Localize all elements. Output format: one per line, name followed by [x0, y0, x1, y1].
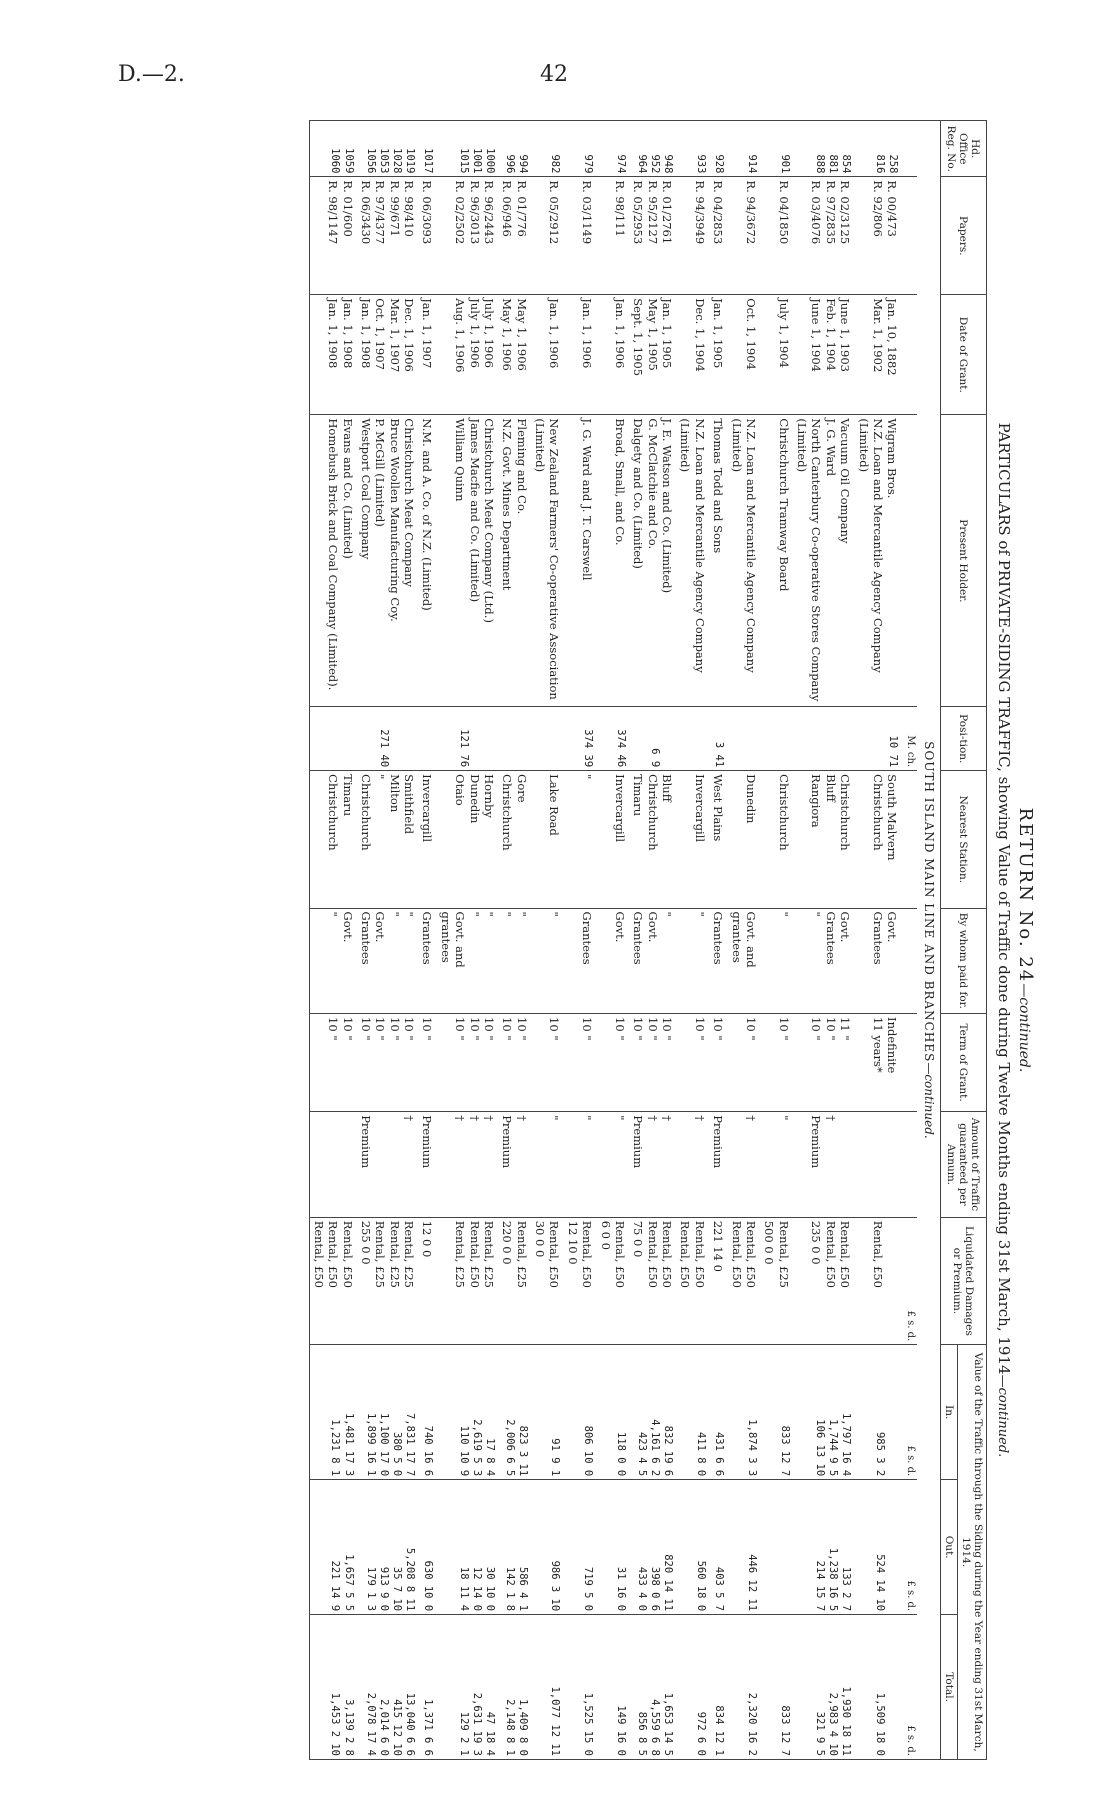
date-cell: Oct. 1, 1904	[728, 295, 761, 415]
reg-no-cell: 979	[564, 121, 597, 177]
value-total-cell: 1,409 8 0 2,148 8 1	[499, 1615, 532, 1760]
reg-no-cell: 974	[597, 121, 630, 177]
paid-by-cell: Govt.	[597, 908, 630, 1014]
table-row	[419, 121, 437, 1760]
station-cell: Gore Christchurch	[499, 771, 532, 908]
table-row	[630, 121, 677, 1760]
papers-cell: R. 94/3949	[677, 177, 710, 295]
term-cell: 10 " 10 " 10 "	[437, 1014, 499, 1112]
value-total-cell: 1,371 6 6	[419, 1615, 437, 1760]
value-out-cell: 403 5 7	[710, 1480, 728, 1615]
value-out-cell: 524 14 10	[855, 1480, 902, 1615]
table-row	[728, 121, 761, 1760]
papers-cell: R. 03/1149	[564, 177, 597, 295]
guaranteed-cell: "	[761, 1112, 794, 1218]
unit-out: £ s. d.	[902, 1480, 917, 1615]
date-cell: Jan. 1, 1906	[597, 295, 630, 415]
term-cell: 10 "	[761, 1014, 794, 1112]
value-out-cell: 820 14 11 398 0 6 433 4 0	[630, 1480, 677, 1615]
table-row	[855, 121, 902, 1760]
value-in-cell: 823 3 11 2,006 6 5	[499, 1345, 532, 1480]
private-siding-table	[309, 120, 987, 1760]
col-header-term: Term of Grant.	[940, 1014, 986, 1112]
rotated-table-sheet	[160, 120, 1040, 1760]
station-cell: Timaru Christchurch	[310, 771, 358, 908]
holder-cell: Fleming and Co. N.Z. Govt. Mines Department	[499, 415, 532, 707]
value-total-cell: 47 18 4 2,631 19 3 129 2 1	[437, 1615, 499, 1760]
papers-cell: R. 04/2853	[710, 177, 728, 295]
return-title	[1015, 120, 1036, 1760]
term-cell: 10 "	[597, 1014, 630, 1112]
guaranteed-cell: †	[677, 1112, 710, 1218]
date-cell: July 1, 1906 July 1, 1906 Aug. 1, 1906	[437, 295, 499, 415]
guaranteed-cell: "	[532, 1112, 565, 1218]
value-out-cell: 630 10 0	[419, 1480, 437, 1615]
col-header-papers: Papers.	[940, 177, 986, 295]
papers-cell: R. 04/1850	[761, 177, 794, 295]
value-in-cell: 1,874 3 3	[728, 1345, 761, 1480]
guaranteed-cell: "	[597, 1112, 630, 1218]
section-heading	[917, 121, 941, 1760]
position-cell	[310, 707, 358, 771]
guaranteed-cell	[310, 1112, 358, 1218]
holder-cell: New Zealand Farmers' Co-operative Association (Limited)	[532, 415, 565, 707]
papers-cell: R. 00/473 R. 92/806	[855, 177, 902, 295]
value-total-cell: 1,525 15 0	[564, 1615, 597, 1760]
unit-total: £ s. d.	[902, 1615, 917, 1760]
value-out-cell: 31 16 0	[597, 1480, 630, 1615]
col-header-holder: Present Holder.	[940, 415, 986, 707]
reg-no-cell: 948 952 964	[630, 121, 677, 177]
holder-cell: J. E. Watson and Co. (Limited) G. McClatchie and Co. Dalgety and Co. (Limited)	[630, 415, 677, 707]
station-cell: Invercargill	[419, 771, 437, 908]
reg-no-cell: 994 996	[499, 121, 532, 177]
value-total-cell: 834 12 1	[710, 1615, 728, 1760]
station-cell: "	[564, 771, 597, 908]
papers-cell: R. 94/3672	[728, 177, 761, 295]
liquidated-cell: Rental, £50 Rental, £50	[677, 1217, 710, 1345]
table-row	[532, 121, 565, 1760]
papers-cell: R. 06/3093	[419, 177, 437, 295]
value-total-cell: 2,320 16 2	[728, 1615, 761, 1760]
position-cell: 3 41	[710, 707, 728, 771]
papers-cell: R. 01/2761 R. 95/2127 R. 05/2953	[630, 177, 677, 295]
station-cell: Christchurch Bluff Rangiora	[794, 771, 856, 908]
paid-by-cell: Grantees	[419, 908, 437, 1014]
table-row	[310, 121, 358, 1760]
value-in-cell: 985 3 2	[855, 1345, 902, 1480]
position-cell	[677, 707, 710, 771]
guaranteed-cell: † Premium	[358, 1112, 420, 1218]
unit-liquidated: £ s. d.	[902, 1217, 917, 1345]
guaranteed-cell: Premium	[419, 1112, 437, 1218]
position-cell: 121 76	[437, 707, 499, 771]
value-total-cell: 1,653 14 5 4,559 6 8 856 8 5	[630, 1615, 677, 1760]
value-in-cell: 7,831 17 7 380 5 0 1,100 17 0 1,899 16 1	[358, 1345, 420, 1480]
table-row	[499, 121, 532, 1760]
papers-cell: R. 01/776 R. 06/946	[499, 177, 532, 295]
value-out-cell: 719 5 0	[564, 1480, 597, 1615]
value-out-cell: 133 2 7 1,238 16 5 214 15 7	[794, 1480, 856, 1615]
return-subtitle	[995, 120, 1013, 1760]
paid-by-cell: Govt. and grantees	[728, 908, 761, 1014]
value-out-cell	[761, 1480, 794, 1615]
liquidated-cell: Rental, £50 Rental, £50 235 0 0	[794, 1217, 856, 1345]
value-out-cell: 5,208 8 11 35 7 10 913 9 0 179 1 3	[358, 1480, 420, 1615]
col-header-date: Date of Grant.	[940, 295, 986, 415]
liquidated-cell: Rental, £25 Rental, £50 Rental, £25	[437, 1217, 499, 1345]
value-total-cell: 1,509 18 0	[855, 1615, 902, 1760]
station-cell: Smithfield Milton " Christchurch	[358, 771, 420, 908]
section-suffix: —continued.	[921, 1062, 936, 1139]
term-cell: 10 "	[677, 1014, 710, 1112]
reg-no-cell: 982	[532, 121, 565, 177]
section-label: SOUTH ISLAND MAIN LINE AND BRANCHES	[921, 741, 936, 1063]
position-cell	[419, 707, 437, 771]
guaranteed-cell: † † †	[437, 1112, 499, 1218]
liquidated-cell: Rental, £25 500 0 0	[761, 1217, 794, 1345]
value-total-cell: 149 16 0	[597, 1615, 630, 1760]
liquidated-cell: Rental, £50 30 0 0	[532, 1217, 565, 1345]
holder-cell: Thomas Todd and Sons	[710, 415, 728, 707]
date-cell: Jan. 1, 1905 May 1, 1905 Sept. 1, 1905	[630, 295, 677, 415]
value-out-cell: 586 4 1 142 1 8	[499, 1480, 532, 1615]
table-row	[794, 121, 856, 1760]
value-in-cell: 806 10 0	[564, 1345, 597, 1480]
liquidated-cell: Rental, £50 Rental, £50 75 0 0	[630, 1217, 677, 1345]
liquidated-cell: 221 14 0	[710, 1217, 728, 1345]
value-out-cell: 30 10 0 12 14 0 18 11 4	[437, 1480, 499, 1615]
term-cell: 10 "	[728, 1014, 761, 1112]
holder-cell: Broad, Small, and Co.	[597, 415, 630, 707]
holder-cell: Christchurch Meat Company (Ltd.) James Macfie and Co. (Limited) William Quinn	[437, 415, 499, 707]
date-cell: July 1, 1904	[761, 295, 794, 415]
term-cell: 10 " 10 "	[499, 1014, 532, 1112]
paid-by-cell: " "	[499, 908, 532, 1014]
holder-cell: Vacuum Oil Company J. G. Ward North Canterbury Co-operative Stores Company (Limited)	[794, 415, 856, 707]
paid-by-cell: "	[677, 908, 710, 1014]
value-in-cell: 832 19 6 4,161 6 2 423 4 5	[630, 1345, 677, 1480]
guaranteed-cell: "	[564, 1112, 597, 1218]
term-cell: 11 " 10 " 10 "	[794, 1014, 856, 1112]
liquidated-cell: Rental, £50 6 0 0	[597, 1217, 630, 1345]
guaranteed-cell: † † Premium	[630, 1112, 677, 1218]
station-cell: Dunedin	[728, 771, 761, 908]
table-row	[597, 121, 630, 1760]
paid-by-cell: " Govt. Grantees	[630, 908, 677, 1014]
unit-position: M. ch.	[902, 707, 917, 771]
term-cell: 10 "	[710, 1014, 728, 1112]
value-in-cell: 740 16 6	[419, 1345, 437, 1480]
date-cell: June 1, 1903 Feb. 1, 1904 June 1, 1904	[794, 295, 856, 415]
col-header-paid-by: By whom paid for.	[940, 908, 986, 1014]
date-cell: Dec. 1, 1904	[677, 295, 710, 415]
term-cell: 10 " 10 " 10 " 10 "	[358, 1014, 420, 1112]
value-total-cell: 1,077 12 11	[532, 1615, 565, 1760]
reg-no-cell: 914	[728, 121, 761, 177]
holder-cell: N.Z. Loan and Mercantile Agency Company (Limited)	[728, 415, 761, 707]
station-cell: South Malvern Christchurch	[855, 771, 902, 908]
date-cell: Jan. 10, 1882 Mar. 1, 1902	[855, 295, 902, 415]
position-cell	[499, 707, 532, 771]
return-subtitle-text: PARTICULARS of PRIVATE-SIDING TRAFFIC, showing Value of Traffic done during Twelve Months ending 31st March, 1914	[995, 422, 1013, 1375]
value-out-cell: 986 3 10	[532, 1480, 565, 1615]
page-label: D.—2.	[118, 62, 185, 87]
value-total-cell: 833 12 7	[761, 1615, 794, 1760]
col-header-liquidated: Liquidated Damages or Premium.	[940, 1217, 986, 1345]
value-total-cell: 13,040 6 6 415 12 10 2,014 6 0 2,078 17 4	[358, 1615, 420, 1760]
col-header-reg-no: Hd. Office Reg. No.	[940, 121, 986, 177]
value-in-cell: 1,481 17 3 1,231 8 1	[310, 1345, 358, 1480]
reg-no-cell: 258 816	[855, 121, 902, 177]
return-title-suffix: —continued.	[1016, 983, 1032, 1073]
guaranteed-cell: † Premium	[499, 1112, 532, 1218]
term-cell: Indefinite 11 years*	[855, 1014, 902, 1112]
guaranteed-cell: † Premium	[794, 1112, 856, 1218]
term-cell: 10 "	[564, 1014, 597, 1112]
col-header-in: In.	[940, 1345, 957, 1480]
station-cell: Invercargill	[597, 771, 630, 908]
liquidated-cell: Rental, £50 12 10 0	[564, 1217, 597, 1345]
value-in-cell: 1,797 16 4 1,744 9 5 106 13 10	[794, 1345, 856, 1480]
reg-no-cell: 1059 1060	[310, 121, 358, 177]
value-out-cell: 446 12 11	[728, 1480, 761, 1615]
position-cell	[532, 707, 565, 771]
holder-cell: N.M. and A. Co. of N.Z. (Limited)	[419, 415, 437, 707]
station-cell: Christchurch	[761, 771, 794, 908]
value-in-cell: 411 8 0	[677, 1345, 710, 1480]
table-row	[437, 121, 499, 1760]
reg-no-cell: 1019 1028 1053 1056	[358, 121, 420, 177]
papers-cell: R. 96/2443 R. 96/3013 R. 02/2502	[437, 177, 499, 295]
guaranteed-cell: Premium	[710, 1112, 728, 1218]
table-row	[710, 121, 728, 1760]
position-cell	[794, 707, 856, 771]
date-cell: Dec. 1, 1906 Mar. 1, 1907 Oct. 1, 1907 Jan. 1, 1908	[358, 295, 420, 415]
table-row	[358, 121, 420, 1760]
col-header-guaranteed: Amount of Traffic guaranteed per Annum.	[940, 1112, 986, 1218]
col-header-station: Nearest Station.	[940, 771, 986, 908]
papers-cell: R. 02/3125 R. 97/2835 R. 03/4076	[794, 177, 856, 295]
liquidated-cell: 12 0 0	[419, 1217, 437, 1345]
paid-by-cell: Govt. Grantees	[855, 908, 902, 1014]
station-cell: West Plains	[710, 771, 728, 908]
value-in-cell: 17 8 4 2,619 5 3 110 10 9	[437, 1345, 499, 1480]
liquidated-cell: Rental, £25 220 0 0	[499, 1217, 532, 1345]
paid-by-cell: "	[761, 908, 794, 1014]
holder-cell: Christchurch Tramway Board	[761, 415, 794, 707]
reg-no-cell: 928	[710, 121, 728, 177]
position-cell: 6 9	[630, 707, 677, 771]
liquidated-cell: Rental, £50	[855, 1217, 902, 1345]
liquidated-cell: Rental, £50 Rental, £50	[728, 1217, 761, 1345]
paid-by-cell: Grantees	[710, 908, 728, 1014]
holder-cell: Christchurch Meat Company Bruce Woollen Manufacturing Coy. P. McGill (Limited) Westport Coal Company	[358, 415, 420, 707]
value-in-cell: 118 0 0	[597, 1345, 630, 1480]
reg-no-cell: 854 881 888	[794, 121, 856, 177]
paid-by-cell: Govt. "	[310, 908, 358, 1014]
station-cell: Bluff Christchurch Timaru	[630, 771, 677, 908]
papers-cell: R. 98/410 R. 99/671 R. 97/4377 R. 06/3430	[358, 177, 420, 295]
date-cell: Jan. 1, 1908 Jan. 1, 1908	[310, 295, 358, 415]
station-cell: Hornby Dunedin Otaio	[437, 771, 499, 908]
date-cell: Jan. 1, 1905	[710, 295, 728, 415]
paid-by-cell: Grantees	[564, 908, 597, 1014]
col-header-value-group: Value of the Traffic through the Siding during the Year ending 31st March, 1914.	[957, 1345, 986, 1760]
value-out-cell: 1,657 5 5 221 14 9	[310, 1480, 358, 1615]
col-header-position: Posi-tion.	[940, 707, 986, 771]
value-total-cell: 1,930 18 11 2,983 4 10 321 9 5	[794, 1615, 856, 1760]
return-subtitle-suffix: —continued.	[995, 1374, 1010, 1458]
date-cell: May 1, 1906 May 1, 1906	[499, 295, 532, 415]
position-cell: 374 39	[564, 707, 597, 771]
table-row	[677, 121, 710, 1760]
paid-by-cell: " " Govt. Grantees	[358, 908, 420, 1014]
page-number: 42	[540, 62, 568, 87]
reg-no-cell: 933	[677, 121, 710, 177]
term-cell: 10 "	[532, 1014, 565, 1112]
date-cell: Jan. 1, 1906	[532, 295, 565, 415]
value-out-cell: 560 18 0	[677, 1480, 710, 1615]
holder-cell: N.Z. Loan and Mercantile Agency Company (Limited)	[677, 415, 710, 707]
date-cell: Jan. 1, 1906	[564, 295, 597, 415]
paid-by-cell: Govt. Grantees "	[794, 908, 856, 1014]
reg-no-cell: 901	[761, 121, 794, 177]
col-header-total: Total.	[940, 1615, 957, 1760]
position-cell: 271 40	[358, 707, 420, 771]
paid-by-cell: " " Govt. and grantees	[437, 908, 499, 1014]
paid-by-cell: "	[532, 908, 565, 1014]
value-in-cell: 833 12 7	[761, 1345, 794, 1480]
papers-cell: R. 05/2912	[532, 177, 565, 295]
guaranteed-cell	[855, 1112, 902, 1218]
position-cell: 10 71	[855, 707, 902, 771]
unit-in: £ s. d.	[902, 1345, 917, 1480]
station-cell: Invercargill	[677, 771, 710, 908]
holder-cell: Wigram Bros. N.Z. Loan and Mercantile Agency Company (Limited)	[855, 415, 902, 707]
value-total-cell: 3,139 2 8 1,453 2 10	[310, 1615, 358, 1760]
holder-cell: Evans and Co. (Limited) Homebush Brick and Coal Company (Limited).	[310, 415, 358, 707]
value-in-cell: 91 9 1	[532, 1345, 565, 1480]
return-title-main: RETURN No. 24	[1015, 807, 1036, 984]
reg-no-cell: 1000 1001 1015	[437, 121, 499, 177]
holder-cell: J. G. Ward and J. T. Carswell	[564, 415, 597, 707]
liquidated-cell: Rental, £25 Rental, £25 Rental, £25 255 0 0	[358, 1217, 420, 1345]
station-cell: Lake Road	[532, 771, 565, 908]
table-row	[761, 121, 794, 1760]
term-cell: 10 "	[419, 1014, 437, 1112]
value-in-cell: 431 6 6	[710, 1345, 728, 1480]
term-cell: 10 " 10 " 10 "	[630, 1014, 677, 1112]
term-cell: 10 " 10 "	[310, 1014, 358, 1112]
papers-cell: R. 01/600 R. 98/1147	[310, 177, 358, 295]
position-cell: 374 46	[597, 707, 630, 771]
position-cell	[728, 707, 761, 771]
papers-cell: R. 98/111	[597, 177, 630, 295]
reg-no-cell: 1017	[419, 121, 437, 177]
value-total-cell: 972 6 0	[677, 1615, 710, 1760]
col-header-out: Out.	[940, 1480, 957, 1615]
date-cell: Jan. 1, 1907	[419, 295, 437, 415]
table-row	[564, 121, 597, 1760]
guaranteed-cell: †	[728, 1112, 761, 1218]
position-cell	[761, 707, 794, 771]
liquidated-cell: Rental, £50 Rental, £50 Rental, £50	[310, 1217, 358, 1345]
